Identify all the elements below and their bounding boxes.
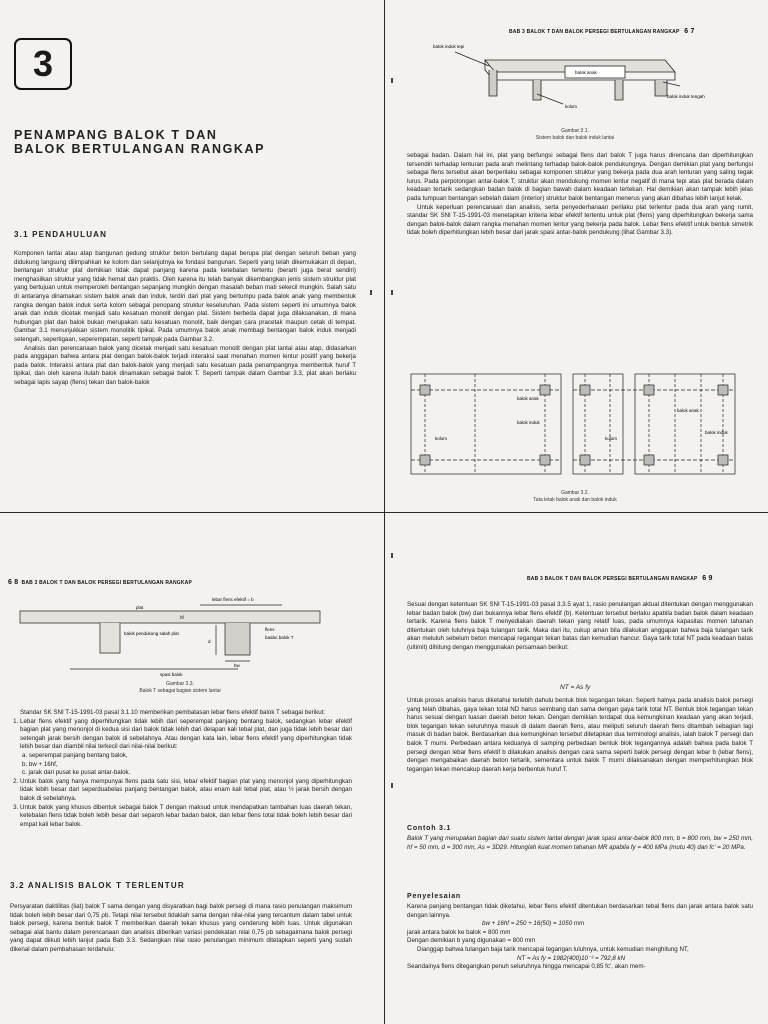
body-text (407, 152, 753, 238)
section-title-3-2: 3.2 ANALISIS BALOK T TERLENTUR (10, 881, 185, 890)
running-header (527, 575, 713, 582)
paragraph: Analisis dan perencanaan balok yang dicetak menjadi satu kesatuan monolit dengan plat lantai atau atap, didasarkan pada anggapan bahwa antara plat dengan balok-balok terjadi interaksi saat menahan momen lentur positif yang bekerja pada balok. Interaksi antara plat dan balok-balok yang menjadi satu kesatuan pada penampangnya membentuk huruf T tipikal, dan oleh karena itulah balok dinamakan sebagai balok T. Seperti tampak dalam Gambar 3.3, plat akan berlaku sebagai lapis sayap (flens) tekan dan balok-balok (14, 344, 356, 386)
body-text (10, 709, 352, 829)
page-68 (0, 513, 384, 1024)
solution-text (407, 903, 753, 972)
sublist (20, 752, 352, 778)
label-balok-induk-2: balok induk (705, 430, 728, 435)
label-flens: flens (265, 627, 275, 632)
label-balok-pendukung: balok pendukung salah plat (124, 631, 179, 636)
label-balok-induk-tepi: balok induk tepi (433, 44, 465, 49)
solution-equation: bw + 16hf = 250 + 16(50) = 1050 mm (482, 920, 585, 928)
chapter-title-line-2: BALOK BERTULANGAN RANGKAP (14, 142, 266, 156)
figure-3-1 (415, 40, 715, 120)
list-item: 2. Untuk balok yang hanya mempunyai flens pada satu sisi, lebar efektif bagian plat yang menonjol yang diperhitungkan tidak lebih besar dari seperduabelas panjang bentangan balok, atau enam kali tebal plat, atau ½ jarak bersih dengan balok di sebelahnya. (20, 778, 352, 804)
label-kolom-2: kolom (605, 436, 618, 441)
figure-3-1-caption (475, 128, 675, 142)
label-plat: plat (136, 605, 144, 610)
page-66 (0, 0, 384, 512)
body-text-2 (407, 697, 753, 774)
paragraph: Persyaratan daktilitas (liat) balok T sama dengan yang disyaratkan bagi balok persegi di mana rasio penulangan maksimum tidak boleh lebih besar dari 0,75 ρb. Tetapi nilai tersebut tidaklah sama dengan nilai-nilai yang tercantum dalam tabel untuk balok persegi, karena bentuk balok T memberikan daerah tekan khusus yang cenderung lebih luas. Untuk digunakan sebagai alat bantu dalam perencanaan dan analisis diberikan variasi pendekatan nilai 0,75 ρb sebagaimana balok persegi yang dapat diikuti lebih lanjut pada Bab 3.3. Sedangkan nilai rasio penulangan minimum ditetapkan seperti yang sudah dikenal dalam pembahasan terdahulu: (10, 903, 352, 953)
label-kolom: kolom (565, 104, 578, 109)
body-text (14, 250, 356, 388)
chapter-title (14, 128, 265, 156)
caption-number: Gambar 3.3. (166, 681, 194, 687)
figure-3-3-caption (80, 681, 280, 695)
solution-line: Seandainya flens ditegangkan penuh seluruhnya hingga mencapai 0,85 fc', akan mem- (407, 963, 646, 971)
paragraph: Komponen lantai atau atap bangunan gedung struktur beton bertulang dapat berupa plat dengan seluruh beban yang didukung langsung dilimpahkan ke kolom dan selanjutnya ke fondasi bangunan. Seperti yang telah dikemukakan di depan, bentangan struktur plat demikian tidak dapat panjang karena pada ketebalan tertentu (berarti juga berat sendiri) menghasilkan struktur yang tidak hemat dan praktis. Oleh karena itu telah banyak dikembangkan jenis sistem struktur plat yang bertujuan untuk memperoleh bentangan sepanjang mungkin dengan masalah beban mati sekecil mungkin. Salah satu di antaranya dinamakan sistem balok anak dan induk, terdiri dari plat yang bertumpu pada balok anak yang membentuk rangka dengan balok induk serta kolom sebagai penopang struktur keseluruhan. Pada sistem seperti ini umumnya balok anak dan induk dicetak menjadi satu kesatuan monolit dengan plat. Sistem berbeda dapat juga dilaksanakan, di mana hubungan plat dan balok bukan merupakan satu kesatuan monolit, baik dengan cara pracetak maupun cetak di tempat. Gambar 3.1 menunjukkan sistem monolitik tipikal. Pada umumnya balok anak membagi bentangan balok induk menjadi setengah, sepertigaan, seperempatan, seperti tampak pada Gambar 3.2. (14, 250, 356, 343)
label-lebar-flens: lebar flens efektif = b (212, 597, 254, 602)
sublist-item: a. seperempat panjang bentang balok, (22, 751, 128, 759)
sublist-item: b. bw + 16hf, (22, 760, 58, 768)
binding-mark (391, 553, 393, 558)
running-header (8, 579, 192, 586)
page-69 (385, 513, 768, 1024)
figure-3-2-caption (475, 490, 675, 504)
figure-3-3 (10, 593, 330, 681)
section-title-3-1: 3.1 PENDAHULUAN (14, 230, 108, 239)
solution-line: jarak antara balok ke balok = 800 mm (407, 928, 511, 936)
binding-mark (370, 290, 372, 295)
solution-title: Penyelesaian (407, 893, 461, 900)
sublist-item: c. jarak dari pusat ke pusat antar-balok. (22, 769, 131, 777)
caption-text: Tata letak balok anak dan balok induk (533, 497, 617, 503)
label-badan: badan balok T (265, 635, 294, 640)
caption-text: Sistem balok dan balok induk lantai (535, 135, 615, 141)
solution-line: Karena panjang bentangan tidak diketahui, lebar flens efektif ditentukan berdasarkan tebal flens dan jarak antara balok satu dengan lainnya. (407, 903, 753, 919)
paragraph: Untuk keperluan perencanaan dan analisis, serta penyederhanaan perilaku plat terlentur pada dua arah yang rumit, standar SK SNI T-15-1991-03 menetapkan kriteria lebar efektif tertentu untuk plat (flens) yang diperhitungkan bekerja sama dengan balok-balok dalam rangka menahan momen lentur yang bekerja pada balok. Lebar flens efektif untuk bentuk simetrik tidak boleh diperhitungkan lebih besar dari jarak spasi antar-balok pendukung (lihat Gambar 3.3). (407, 203, 753, 237)
body-text-2 (10, 903, 352, 955)
equation-nt: NT = As fy (560, 684, 591, 691)
label-balok-anak-2: balok anak (677, 408, 699, 413)
paragraph: sebagai badan. Dalam hal ini, plat yang berfungsi sebagai flens dari balok T juga harus direncana dan diperhitungkan tersendiri terhadap lenturan pada arah melintang terhadap balok-balok pendukungnya. Dengan demikian plat yang berfungsi sebagai flens tersebut akan berperilaku sebagai komponen struktur yang bekerja pada dua arah lenturan yang saling tegak lurus. Pada perpotongan antar-balok T, struktur akan mendukung momen lentur negatif di mana tepi atas plat berada dalam keadaan tertarik sedangkan badan balok di bagian bawah dalam keadaan tertekan. Hal demikian akan tampak lebih jelas pada tumpuan bentangan sebelah dalam (interior) struktur balok bentangan menerus yang akan dibahas lebih lanjut kelak. (407, 152, 753, 202)
label-balok-induk: balok induk (517, 420, 540, 425)
criteria-list (10, 718, 352, 830)
binding-mark (391, 290, 393, 295)
label-kolom: kolom (435, 436, 448, 441)
label-balok-anak: balok anak (517, 396, 539, 401)
chapter-number: 3 (32, 43, 54, 84)
label-hf: hf (180, 615, 184, 620)
page-number: 6 8 (8, 579, 19, 586)
binding-mark (391, 78, 393, 83)
running-header (509, 28, 695, 35)
header-text: BAB 3 BALOK T DAN BALOK PERSEGI BERTULANGAN RANGKAP (21, 580, 193, 586)
paragraph: Standar SK SNI T-15-1991-03 pasal 3.1.10 memberikan pembatasan lebar flens efektif balok T sebagai berikut: (20, 709, 326, 716)
label-d: d (208, 639, 211, 644)
solution-line: Dengan demikian b yang digunakan = 800 mm (407, 937, 536, 945)
paragraph: Sesuai dengan ketentuan SK SNI T-15-1991-03 pasal 3.3.5 ayat 1, rasio penulangan aktual ditentukan dengan menggunakan lebar badan balok (bw) dan bukannya lebar flens efektif (b). Ketentuan tersebut berlaku apabila badan balok dalam keadaan tertarik. Karena flens balok T menyediakan daerah tekan yang relatif luas, pada umumnya kapasitas momen tahanan ditentukan oleh luluhnya baja tulangan tarik. Maka dari itu, cukup aman bila dilakukan anggapan bahwa baja tulangan tarik akan meluluh sebelum beton mencapai regangan tekan batas dan kemudian hancur. Gaya tarik total NT pada keadaan batas (ultimit) dihitung dengan menggunakan persamaan berikut: (407, 601, 753, 651)
figure-3-2 (405, 368, 745, 486)
page-number: 6 7 (684, 28, 695, 35)
page-number: 6 9 (702, 575, 713, 582)
solution-line: Dianggap bahwa tulangan baja tarik mencapai tegangan luluhnya, untuk kemudian menghitung NT, (417, 945, 689, 953)
caption-text: Balok T sebagai bagian sistem lantai (139, 688, 221, 694)
example-text: Balok T yang merupakan bagian dari suatu sistem lantai dengan jarak spasi antar-balok 800 mm, b = 800 mm, bw = 250 mm, hf = 50 mm, d = 300 mm, As = 3D29. Hitunglah kuat momen tahanan MR apabila fy = 400 MPa (mutu 40) dan fc' = 20 MPa. (407, 835, 753, 851)
page-67 (385, 0, 768, 512)
body-text (407, 601, 753, 653)
header-text: BAB 3 BALOK T DAN BALOK PERSEGI BERTULANGAN RANGKAP (527, 576, 698, 582)
chapter-number-box (14, 38, 72, 90)
caption-number: Gambar 3.2. (561, 490, 589, 496)
header-text: BAB 3 BALOK T DAN BALOK PERSEGI BERTULANGAN RANGKAP (509, 29, 680, 35)
chapter-title-line-1: PENAMPANG BALOK T DAN (14, 128, 218, 142)
paragraph: Untuk proses analisis harus diketahui terlebih dahulu bentuk blok tegangan tekan. Seperti halnya pada analisis balok persegi yang telah dibahas, gaya tekan total ND harus seimbang dan sama dengan gaya tarik total NT. Bentuk blok tegangan tekan harus sesuai dengan luasan daerah beton tekan. Dengan demikian terdapat dua kemungkinan keadaan yang akan terjadi, blok tegangan tekan seluruhnya masuk di dalam daerah flens, atau meliputi seluruh daerah flens ditambah sebagian lagi masuk di badan balok. Berdasarkan dua kemungkinan tersebut ditetapkan dua terminologi analisis, ialah balok T persegi dan balok T murni. Perbedaan antara keduanya di samping perbedaan bentuk blok tegangannya adalah bahwa pada balok T persegi dengan lebar flens efektif b dilakukan analisis dengan cara sama seperti balok persegi dengan lebar b (lebar flens), dengan mengabaikan daerah beton tertarik, sementara untuk balok T murni dilaksanakan dengan memperhitungkan blok tegangan tekan mencakup daerah kerja berbentuk huruf T. (407, 697, 753, 773)
label-balok-induk-tengah: balok induk tengah (667, 94, 705, 99)
label-bw: bw (234, 663, 240, 668)
solution-equation: NT = As fy = 1982(400)10⁻³ = 792,8 kN (517, 954, 626, 962)
label-spasi: spasi balok (160, 672, 183, 677)
label-balok-anak: balok anak (575, 70, 597, 75)
list-item: 1. Lebar flens efektif yang diperhitungkan tidak lebih dari seperempat panjang bentang balok, sedangkan lebar efektif bagian plat yang menonjol di kedua sisi dari balok tidak lebih dari delapan kali tebal plat, dan juga tidak lebih besar dari setengah jarak bersih dengan balok di sebelahnya. Atau dengan kata lain, lebar flens efektif yang diperhitungkan tidak lebih besar dan diambil nilai terkecil dari nilai-nilai berikut: a. seperempat panjang bentang balok, b. bw + 16hf, c. jarak dari pusat ke pusat antar-balok. (20, 718, 352, 778)
caption-number: Gambar 3.1. (561, 128, 589, 134)
example-title: Contoh 3.1 (407, 825, 452, 832)
list-item: 3. Untuk balok yang khusus dibentuk sebagai balok T dengan maksud untuk mendapatkan tambahan luas daerah tekan, ketebalan flens tidak boleh lebih besar dari separoh lebar badan balok, dan lebar flens total tidak boleh lebih besar dari empat kali lebar balok. (20, 804, 352, 830)
binding-mark (391, 783, 393, 788)
